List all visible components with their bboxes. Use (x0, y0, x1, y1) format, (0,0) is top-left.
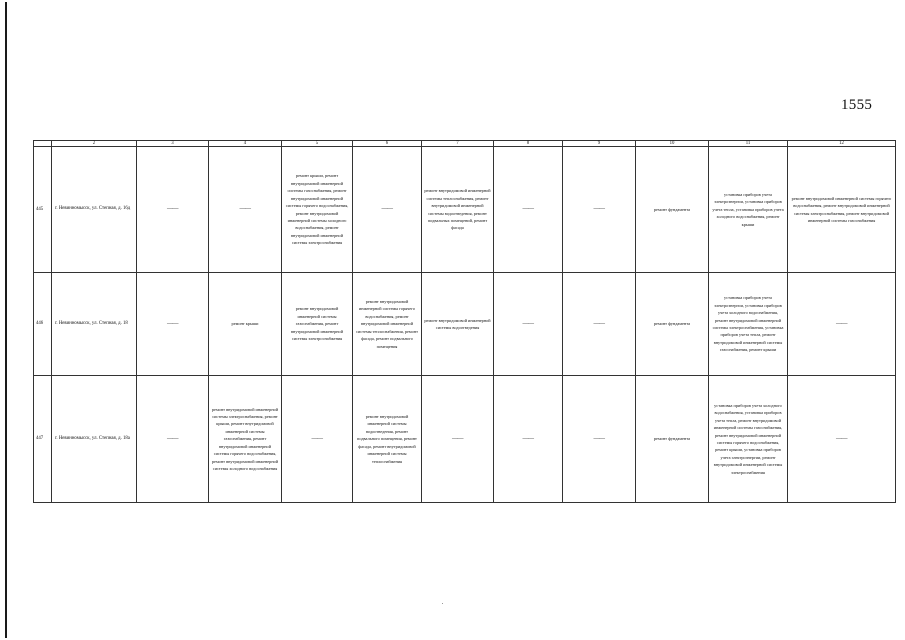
work-cell: ремонт внутридомовой инженерной системы теплоснабжения, ремонт внутридомовой инженерной системы водоотведения, ремонт подвальных помещений, ремонт фасада (422, 147, 494, 273)
col-header: 8 (494, 141, 563, 147)
empty-dash: —— (167, 320, 178, 327)
col-header: 5 (282, 141, 353, 147)
table-row (34, 376, 896, 503)
col-header: 7 (422, 141, 494, 147)
table-row (34, 273, 896, 376)
row-number: 445 (34, 147, 52, 273)
scan-speck (442, 603, 443, 604)
empty-dash: —— (522, 206, 534, 213)
work-cell: ремонт крыши (209, 273, 282, 376)
row-number: 447 (34, 376, 52, 503)
empty-dash: —— (452, 435, 463, 442)
empty-dash: —— (239, 206, 251, 213)
empty-dash: —— (522, 435, 534, 442)
work-cell (563, 376, 636, 503)
work-cell (209, 147, 282, 273)
work-cell (137, 273, 209, 376)
work-cell: ремонт внутридомовой инженерной системы горячего водоснабжения, ремонт внутридомовой инженерной системы электроснабжения, ремонт внутридомовой инженерной системы газоснабжения (788, 147, 896, 273)
work-cell: установка приборов учета электроэнергии, установка приборов учета холодного водоснабжения, ремонт внутридомовой инженерной системы электроснабжения, установка приборов учета тепла, ремонт внутридомовой инженерной системы газоснабжения, ремонт крыши (709, 273, 788, 376)
col-header: 11 (709, 141, 788, 147)
table-row (34, 147, 896, 273)
work-cell (494, 147, 563, 273)
work-cell (563, 273, 636, 376)
work-cell (353, 147, 422, 273)
empty-dash: —— (167, 435, 178, 442)
work-cell: установка приборов учета холодного водоснабжения, установка приборов учета тепла, ремонт внутридомовой инженерной системы газоснабжения, ремонт внутридомовой инженерной системы горячего водоснабжения, ремонт крыши, установка приборов учета электроэнергии, ремонт внутридомовой инженерной системы электроснабжения (709, 376, 788, 503)
empty-dash: —— (522, 320, 534, 327)
work-cell: ремонт внутридомовой инженерной системы электроснабжения, ремонт крыши, ремонт внутридомовой инженерной системы газоснабжения, ремонт внутридомовой инженерной системы горячего водоснабжения, ремонт внутридомовой инженерной системы холодного водоснабжения (209, 376, 282, 503)
work-cell: ремонт внутридомовой инженерной системы водоотведения, ремонт подвального помещения, ремонт фасада, ремонт внутридомовой инженерной системы теплоснабжения (353, 376, 422, 503)
work-cell: ремонт внутридомовой инженерной системы газоснабжения, ремонт внутридомовой инженерной системы электроснабжения (282, 273, 353, 376)
work-cell (563, 147, 636, 273)
work-cell (282, 376, 353, 503)
row-number: 446 (34, 273, 52, 376)
empty-dash: —— (381, 206, 393, 213)
work-cell (494, 376, 563, 503)
address-cell: г. Невинномысск, ул. Степная, д. 16д (52, 147, 137, 273)
empty-dash: —— (836, 435, 847, 442)
work-cell (137, 147, 209, 273)
empty-dash: —— (593, 206, 605, 213)
page-number: 1555 (841, 97, 873, 113)
col-header: 9 (563, 141, 636, 147)
work-cell (788, 376, 896, 503)
repair-schedule-table (33, 140, 896, 503)
empty-dash: —— (311, 435, 323, 442)
work-cell: ремонт фундамента (636, 147, 709, 273)
work-cell: установка приборов учета электроэнергии, установка приборов учета тепла, установка приборов учета холодного водоснабжения, ремонт крыши (709, 147, 788, 273)
empty-dash: —— (593, 320, 605, 327)
work-cell: ремонт фундамента (636, 376, 709, 503)
page-scan-edge (5, 2, 7, 638)
col-header: 6 (353, 141, 422, 147)
work-cell: ремонт крыши, ремонт внутридомовой инженерной системы газоснабжения, ремонт внутридомовой инженерной системы горячего водоснабжения, ремонт внутридомовой инженерной системы холодного водоснабжения, ремонт внутридомовой инженерной системы электроснабжения (282, 147, 353, 273)
address-cell: г. Невинномысск, ул. Степная, д. 18 (52, 273, 137, 376)
col-header: 2 (52, 141, 137, 147)
work-cell (494, 273, 563, 376)
work-cell (788, 273, 896, 376)
address-cell: г. Невинномысск, ул. Степная, д. 18а (52, 376, 137, 503)
col-header: 12 (788, 141, 896, 147)
work-cell: ремонт внутридомовой инженерной системы горячего водоснабжения, ремонт внутридомовой инженерной системы теплоснабжения, ремонт фасада, ремонт подвального помещения (353, 273, 422, 376)
work-cell: ремонт фундамента (636, 273, 709, 376)
work-cell (137, 376, 209, 503)
empty-dash: —— (836, 320, 847, 327)
col-header: 10 (636, 141, 709, 147)
empty-dash: —— (167, 206, 178, 213)
col-header: 3 (137, 141, 209, 147)
work-cell (422, 376, 494, 503)
work-cell: ремонт внутридомовой инженерной системы водоотведения (422, 273, 494, 376)
empty-dash: —— (593, 435, 605, 442)
col-header: 4 (209, 141, 282, 147)
